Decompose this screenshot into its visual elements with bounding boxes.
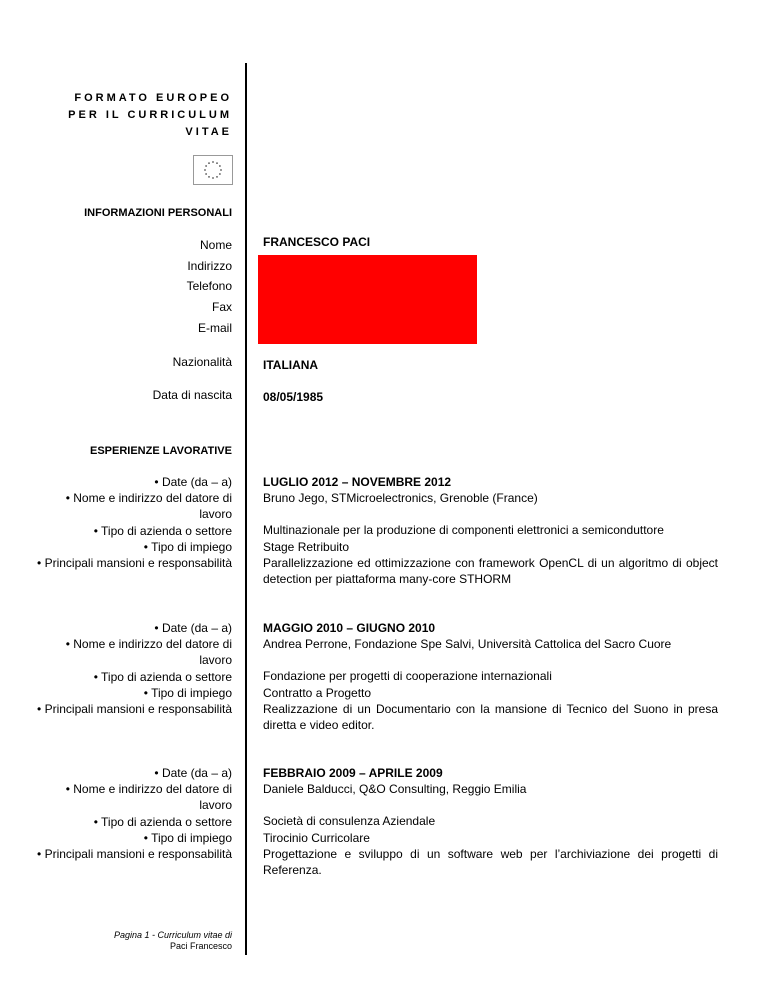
label-data-nascita: Data di nascita: [152, 388, 232, 402]
job-employer: Daniele Balducci, Q&O Consulting, Reggio Emilia: [263, 782, 527, 797]
job-labels: [32, 620, 232, 717]
job-labels: [32, 765, 232, 862]
label-mansioni: • Principali mansioni e responsabilità: [37, 847, 232, 862]
label-mansioni: • Principali mansioni e responsabilità: [37, 556, 232, 571]
label-tipo-azienda: • Tipo di azienda o settore: [93, 523, 232, 538]
job-date: LUGLIO 2012 – NOVEMBRE 2012: [263, 475, 452, 489]
job-labels: [32, 474, 232, 571]
redacted-contact-box: [258, 255, 477, 344]
cv-format-line-2: PER IL CURRICULUM: [68, 109, 232, 121]
value-data-nascita: 08/05/1985: [263, 390, 324, 404]
label-tipo-impiego: • Tipo di impiego: [143, 830, 232, 845]
footer-line-1: Pagina 1 - Curriculum vitae di: [113, 930, 232, 940]
label-fax: Fax: [211, 300, 232, 314]
job-type: Tirocinio Curricolare: [263, 830, 370, 845]
footer-line-2: Paci Francesco: [169, 941, 232, 951]
cv-format-line-1: FORMATO EUROPEO: [74, 92, 232, 104]
job-duties: Realizzazione di un Documentario con la mansione di Tecnico del Suono in presa diretta e video editor.: [263, 701, 718, 733]
job-duties: Parallelizzazione ed ottimizzazione con framework OpenCL di un algoritmo di object detection per piattaforma many-core STHORM: [263, 555, 718, 587]
job-employer: Andrea Perrone, Fondazione Spe Salvi, Università Cattolica del Sacro Cuore: [263, 637, 672, 652]
vertical-divider: [245, 63, 247, 955]
job-sector: Fondazione per progetti di cooperazione internazionali: [263, 669, 552, 684]
label-tipo-azienda: • Tipo di azienda o settore: [93, 669, 232, 684]
label-tipo-impiego: • Tipo di impiego: [143, 685, 232, 700]
eu-flag-icon: [193, 155, 233, 185]
label-datore: • Nome e indirizzo del datore di lavoro: [65, 782, 232, 813]
label-mansioni: • Principali mansioni e responsabilità: [37, 702, 232, 717]
label-date: • Date (da – a): [154, 621, 232, 635]
label-email: E-mail: [197, 321, 232, 335]
label-date: • Date (da – a): [154, 766, 232, 780]
cv-format-title: [68, 90, 232, 141]
label-tipo-impiego: • Tipo di impiego: [143, 539, 232, 554]
value-nazionalita: ITALIANA: [263, 358, 319, 372]
job-sector: Multinazionale per la produzione di componenti elettronici a semiconduttore: [263, 523, 664, 538]
label-nazionalita: Nazionalità: [172, 355, 232, 369]
label-telefono: Telefono: [186, 279, 232, 293]
label-indirizzo: Indirizzo: [187, 259, 232, 273]
label-nome: Nome: [199, 238, 232, 252]
job-type: Stage Retribuito: [263, 539, 350, 554]
job-entry: [263, 620, 718, 733]
person-name: [263, 235, 370, 249]
person-last-name: PACI: [342, 235, 371, 249]
job-date: MAGGIO 2010 – GIUGNO 2010: [263, 621, 436, 635]
label-datore: • Nome e indirizzo del datore di lavoro: [65, 491, 232, 522]
page-footer: [114, 930, 232, 952]
person-first-name: FRANCESCO: [263, 235, 340, 249]
label-date: • Date (da – a): [154, 475, 232, 489]
job-type: Contratto a Progetto: [263, 685, 372, 700]
section-title-work: ESPERIENZE LAVORATIVE: [89, 445, 232, 457]
label-datore: • Nome e indirizzo del datore di lavoro: [65, 637, 232, 668]
job-duties: Progettazione e sviluppo di un software web per l’archiviazione dei progetti di Referenza.: [263, 846, 718, 878]
job-entry: [263, 474, 718, 587]
job-sector: Società di consulenza Aziendale: [263, 814, 436, 829]
job-employer: Bruno Jego, STMicroelectronics, Grenoble (France): [263, 491, 538, 506]
cv-format-line-3: VITAE: [185, 126, 232, 138]
job-date: FEBBRAIO 2009 – APRILE 2009: [263, 766, 443, 780]
job-entry: [263, 765, 718, 878]
section-title-personal: INFORMAZIONI PERSONALI: [84, 207, 232, 219]
label-tipo-azienda: • Tipo di azienda o settore: [93, 814, 232, 829]
